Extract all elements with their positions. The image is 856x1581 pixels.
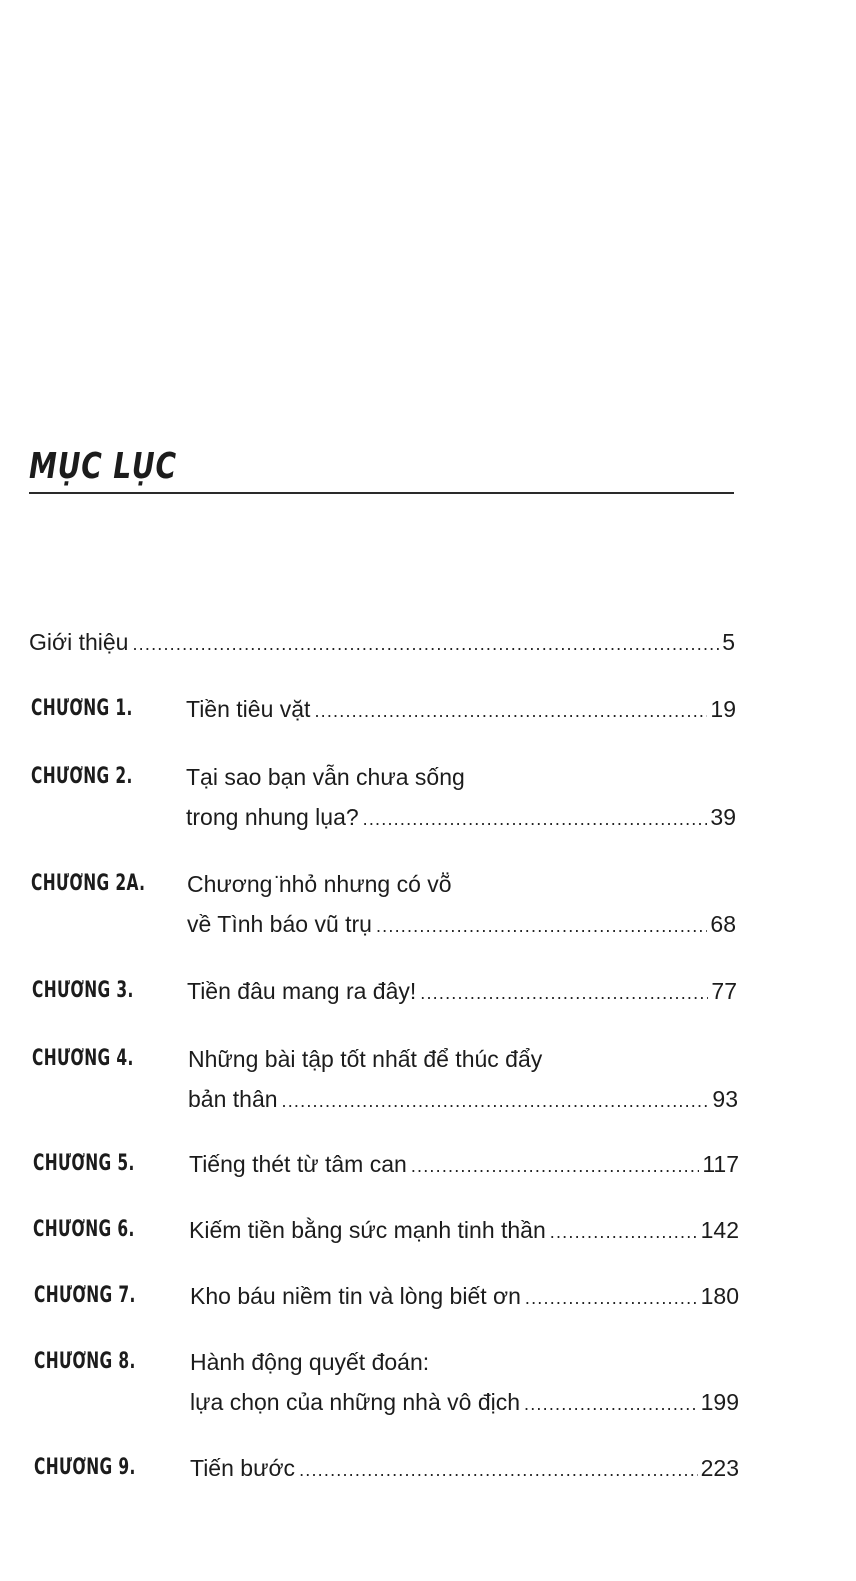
entry-title-line-1 [190,1342,739,1382]
toc-entry-chapter-6-line [189,1210,739,1250]
toc-entry-chapter-1-line [186,689,736,729]
dot-leader [132,624,719,664]
chapter-label: CHƯƠNG 2. [31,764,133,789]
toc-entry-chapter-7-line [190,1276,739,1316]
page-number: 19 [710,696,736,722]
entry-title: Tiến bước [190,1455,296,1481]
entry-title: về Tình báo vũ trụ [187,911,372,937]
entry-title: Những bài tập tốt nhất để thúc đẩy [188,1046,543,1072]
dot-leader [525,1278,698,1318]
chapter-label: CHƯƠNG 5. [33,1151,135,1176]
entry-title: bản thân [188,1086,278,1112]
page-number: 93 [712,1086,738,1112]
entry-title: Kho báu niềm tin và lòng biết ơn [190,1283,521,1309]
entry-title: lựa chọn của những nhà vô địch [190,1389,521,1415]
entry-title: Tiền đâu mang ra đây! [187,978,417,1004]
entry-title-line-1 [187,864,736,904]
page-number: 117 [702,1151,739,1177]
toc-title: MỤC LỤC [29,446,177,487]
entry-title: Chương ̈nhỏ nhưng có vṏ [187,871,452,897]
entry-title: Kiếm tiền bằng sức mạnh tinh thần [189,1217,546,1243]
entry-title-line-2 [188,1079,738,1119]
entry-title: Giới thiệu [29,629,129,655]
toc-entry-intro[interactable] [29,622,735,662]
page-number: 39 [710,804,736,830]
page-number: 68 [710,911,736,937]
page-number: 199 [700,1389,739,1415]
chapter-label: CHƯƠNG 7. [34,1283,136,1308]
toc-entry-chapter-3-line [187,971,737,1011]
dot-leader [363,799,708,839]
entry-title-line-1 [188,1039,738,1079]
page-number: 142 [700,1217,739,1243]
dot-leader [314,691,707,731]
dot-leader [376,906,707,946]
entry-title: Hành động quyết đoán: [190,1349,430,1375]
entry-title-line-2 [187,904,736,944]
chapter-label: CHƯƠNG 6. [33,1217,135,1242]
toc-entry-chapter-9-line [190,1448,739,1488]
dot-leader [524,1384,698,1424]
chapter-label: CHƯƠNG 4. [32,1046,134,1071]
chapter-label: CHƯƠNG 2A. [31,871,146,896]
toc-entry-chapter-5-line [189,1144,739,1184]
entry-title: Tiền tiêu vặt [186,696,311,722]
dot-leader [411,1146,700,1186]
page-number: 5 [722,629,735,655]
entry-title: Tiếng thét từ tâm can [189,1151,407,1177]
page-number: 180 [700,1283,739,1309]
chapter-label: CHƯƠNG 3. [32,978,134,1003]
entry-title: Tại sao bạn vẫn chưa sống [186,764,465,790]
page-number: 223 [700,1455,739,1481]
dot-leader [299,1450,698,1490]
dot-leader [420,973,708,1013]
dot-leader [550,1212,698,1252]
dot-leader [282,1081,710,1121]
entry-title: trong nhung lụa? [186,804,359,830]
entry-title-line-2 [190,1382,739,1422]
page-number: 77 [711,978,737,1004]
chapter-label: CHƯƠNG 8. [34,1349,136,1374]
entry-title-line-1 [186,757,736,797]
title-divider [29,492,734,494]
entry-title-line-2 [186,797,736,837]
chapter-label: CHƯƠNG 9. [34,1455,136,1480]
chapter-label: CHƯƠNG 1. [31,696,133,721]
